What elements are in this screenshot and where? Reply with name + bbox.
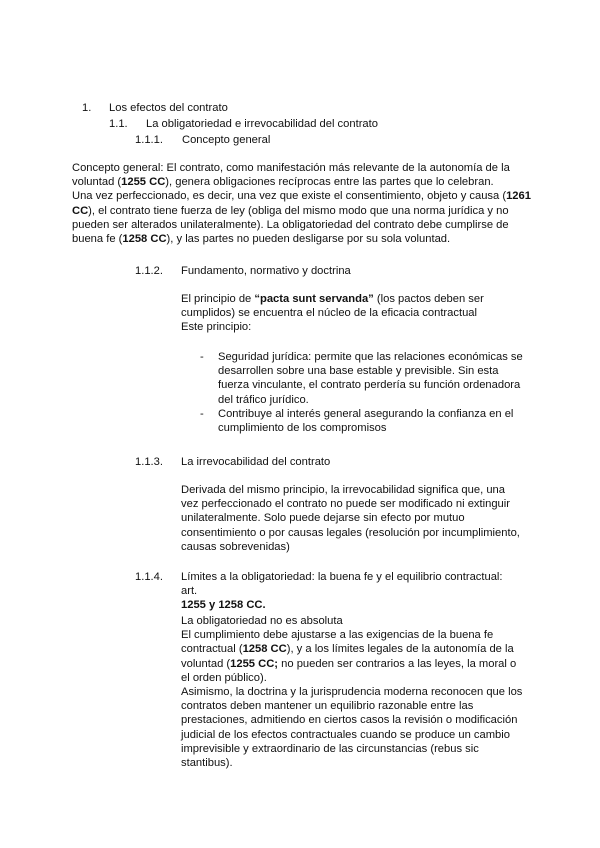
irrevocabilidad-paragraph: Derivada del mismo principio, la irrevocabilidad significa que, una vez perfeccionado el contrato no puede ser modificado ni extinguir unilateralmente. Solo puede dejarse sin efecto por mutuo consentimiento o por causas legales (resolución por incumplimiento, causas sobrevenidas) [181,484,520,553]
concepto-p2-text-c: ), y las partes no pueden desligarse por su sola voluntad. [166,233,451,246]
irrevocabilidad-title: La irrevocabilidad del contrato [181,456,331,468]
limites-title-text: Límites a la obligatoriedad: la buena fe y el equilibrio contractual: art. [181,571,503,598]
pacta-sunt-servanda: “pacta sunt servanda” [254,293,374,305]
fundamento-paragraph [181,292,511,335]
fundamento-text-c: Este principio: [181,321,252,334]
bullet-text: Contribuye al interés general asegurando la confianza en el cumplimiento de los compromisos [218,408,514,435]
limites-p1-text-c: no pueden ser contrarios a las leyes, la moral o el orden público). [181,657,517,684]
bullet-text: Seguridad jurídica: permite que las relaciones económicas se desarrollen sobre una base estable y previsible. Sin esta fuerza vinculante, el contrato perdería su función ordenadora del tráfico jurídico. [218,351,523,406]
limites-ref-1258: 1258 CC [242,643,287,656]
fundamento-text-a: El principio de [181,293,255,305]
irrevocabilidad-number: 1.1.3. [135,456,163,468]
bullet-dash: - [200,408,204,420]
limites-body [181,614,526,770]
concepto-ref-1255: 1255 CC [121,176,166,189]
limites-ref-1255: 1255 CC; [230,657,279,670]
concepto-ref-1258: 1258 CC [122,233,167,246]
concepto-p1-text-a: Concepto general: El contrato, como manifestación más relevante de la autonomía de la voluntad ( [72,162,510,189]
concepto-ref-1261: 1261 CC [72,190,531,217]
concepto-p2-text-a: Una vez perfeccionado, es decir, una vez que existe el consentimiento, objeto y causa ( [72,190,507,203]
h1-title: Los efectos del contrato [109,102,228,114]
fundamento-title: Fundamento, normativo y doctrina [181,265,351,277]
concepto-paragraph [72,161,532,246]
limites-p1-text-a: El cumplimiento debe ajustarse a las exigencias de la buena fe contractual ( [181,629,494,656]
bullet-dash: - [200,351,204,363]
fundamento-number: 1.1.2. [135,265,163,277]
concepto-p2-text-b: ), el contrato tiene fuerza de ley (obliga del mismo modo que una norma jurídica y no pueden ser alterados unilateralmente). La obligatoriedad del contrato debe cumplirse de buena fe ( [72,204,509,246]
limites-p1-text-b: ), y a los límites legales de la autonomía de la voluntad ( [181,643,514,670]
limites-title-bold: 1255 y 1258 CC. [181,599,266,612]
h2-title: La obligatoriedad e irrevocabilidad del contrato [146,118,378,130]
limites-number: 1.1.4. [135,571,163,583]
limites-subheading: La obligatoriedad no es absoluta [181,615,343,627]
limites-p2-text: Asimismo, la doctrina y la jurisprudencia moderna reconocen que los contratos deben mantener un equilibrio razonable entre las prestaciones, admitiendo en ciertos casos la revisión o modificación judicial de los efectos contractuales cuando se produce un cambio imprevisible y extraordinario de las circunstancias (rebus sic stantibus). [181,686,523,770]
fundamento-text-b: (los pactos deben ser cumplidos) se encuentra el núcleo de la eficacia contractual [181,293,484,320]
h3-number: 1.1.1. [135,134,163,146]
concepto-p1-text-b: ), genera obligaciones recíprocas entre las partes que lo celebran. [165,176,494,189]
h3-title: Concepto general [182,134,271,146]
h1-number: 1. [82,102,92,114]
limites-title [181,570,521,613]
h2-number: 1.1. [109,118,128,130]
